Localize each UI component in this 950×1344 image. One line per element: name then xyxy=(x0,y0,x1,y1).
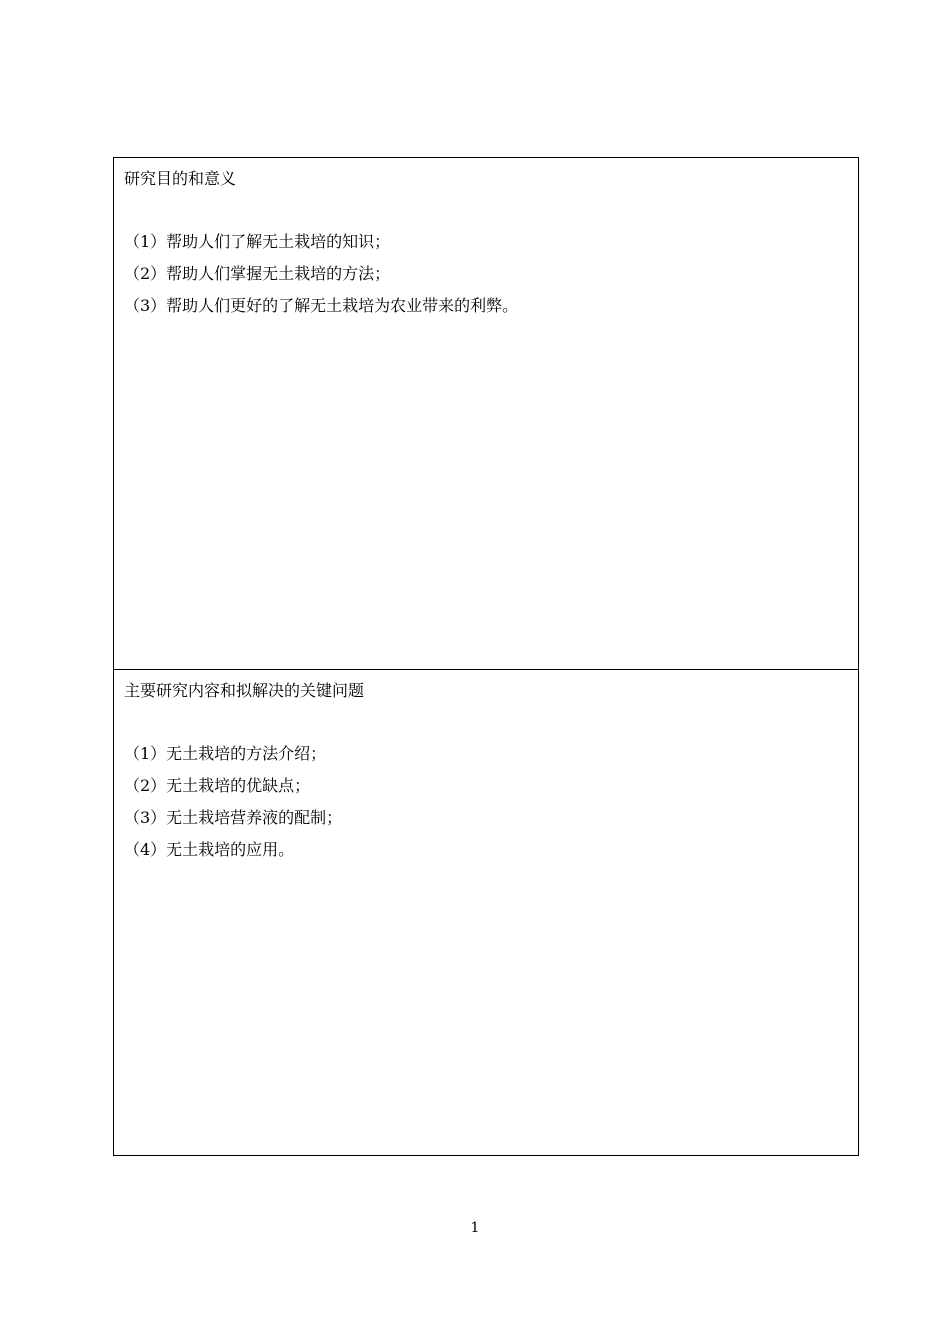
list-item: （3）无土栽培营养液的配制； xyxy=(124,808,343,827)
item-list xyxy=(124,738,848,866)
page-number: 1 xyxy=(470,1220,480,1236)
list-item: （1）无土栽培的方法介绍； xyxy=(124,744,327,763)
section-title: 主要研究内容和拟解决的关键问题 xyxy=(124,681,365,700)
item-list xyxy=(124,226,848,322)
list-item: （4）无土栽培的应用。 xyxy=(124,840,295,859)
section-title: 研究目的和意义 xyxy=(124,169,237,188)
section-research-purpose xyxy=(114,158,858,670)
section-main-content xyxy=(114,670,858,1155)
proposal-form-table xyxy=(113,157,859,1156)
list-item: （3）帮助人们更好的了解无土栽培为农业带来的利弊。 xyxy=(124,296,519,315)
list-item: （1）帮助人们了解无土栽培的知识； xyxy=(124,232,391,251)
list-item: （2）无土栽培的优缺点； xyxy=(124,776,311,795)
list-item: （2）帮助人们掌握无土栽培的方法； xyxy=(124,264,391,283)
